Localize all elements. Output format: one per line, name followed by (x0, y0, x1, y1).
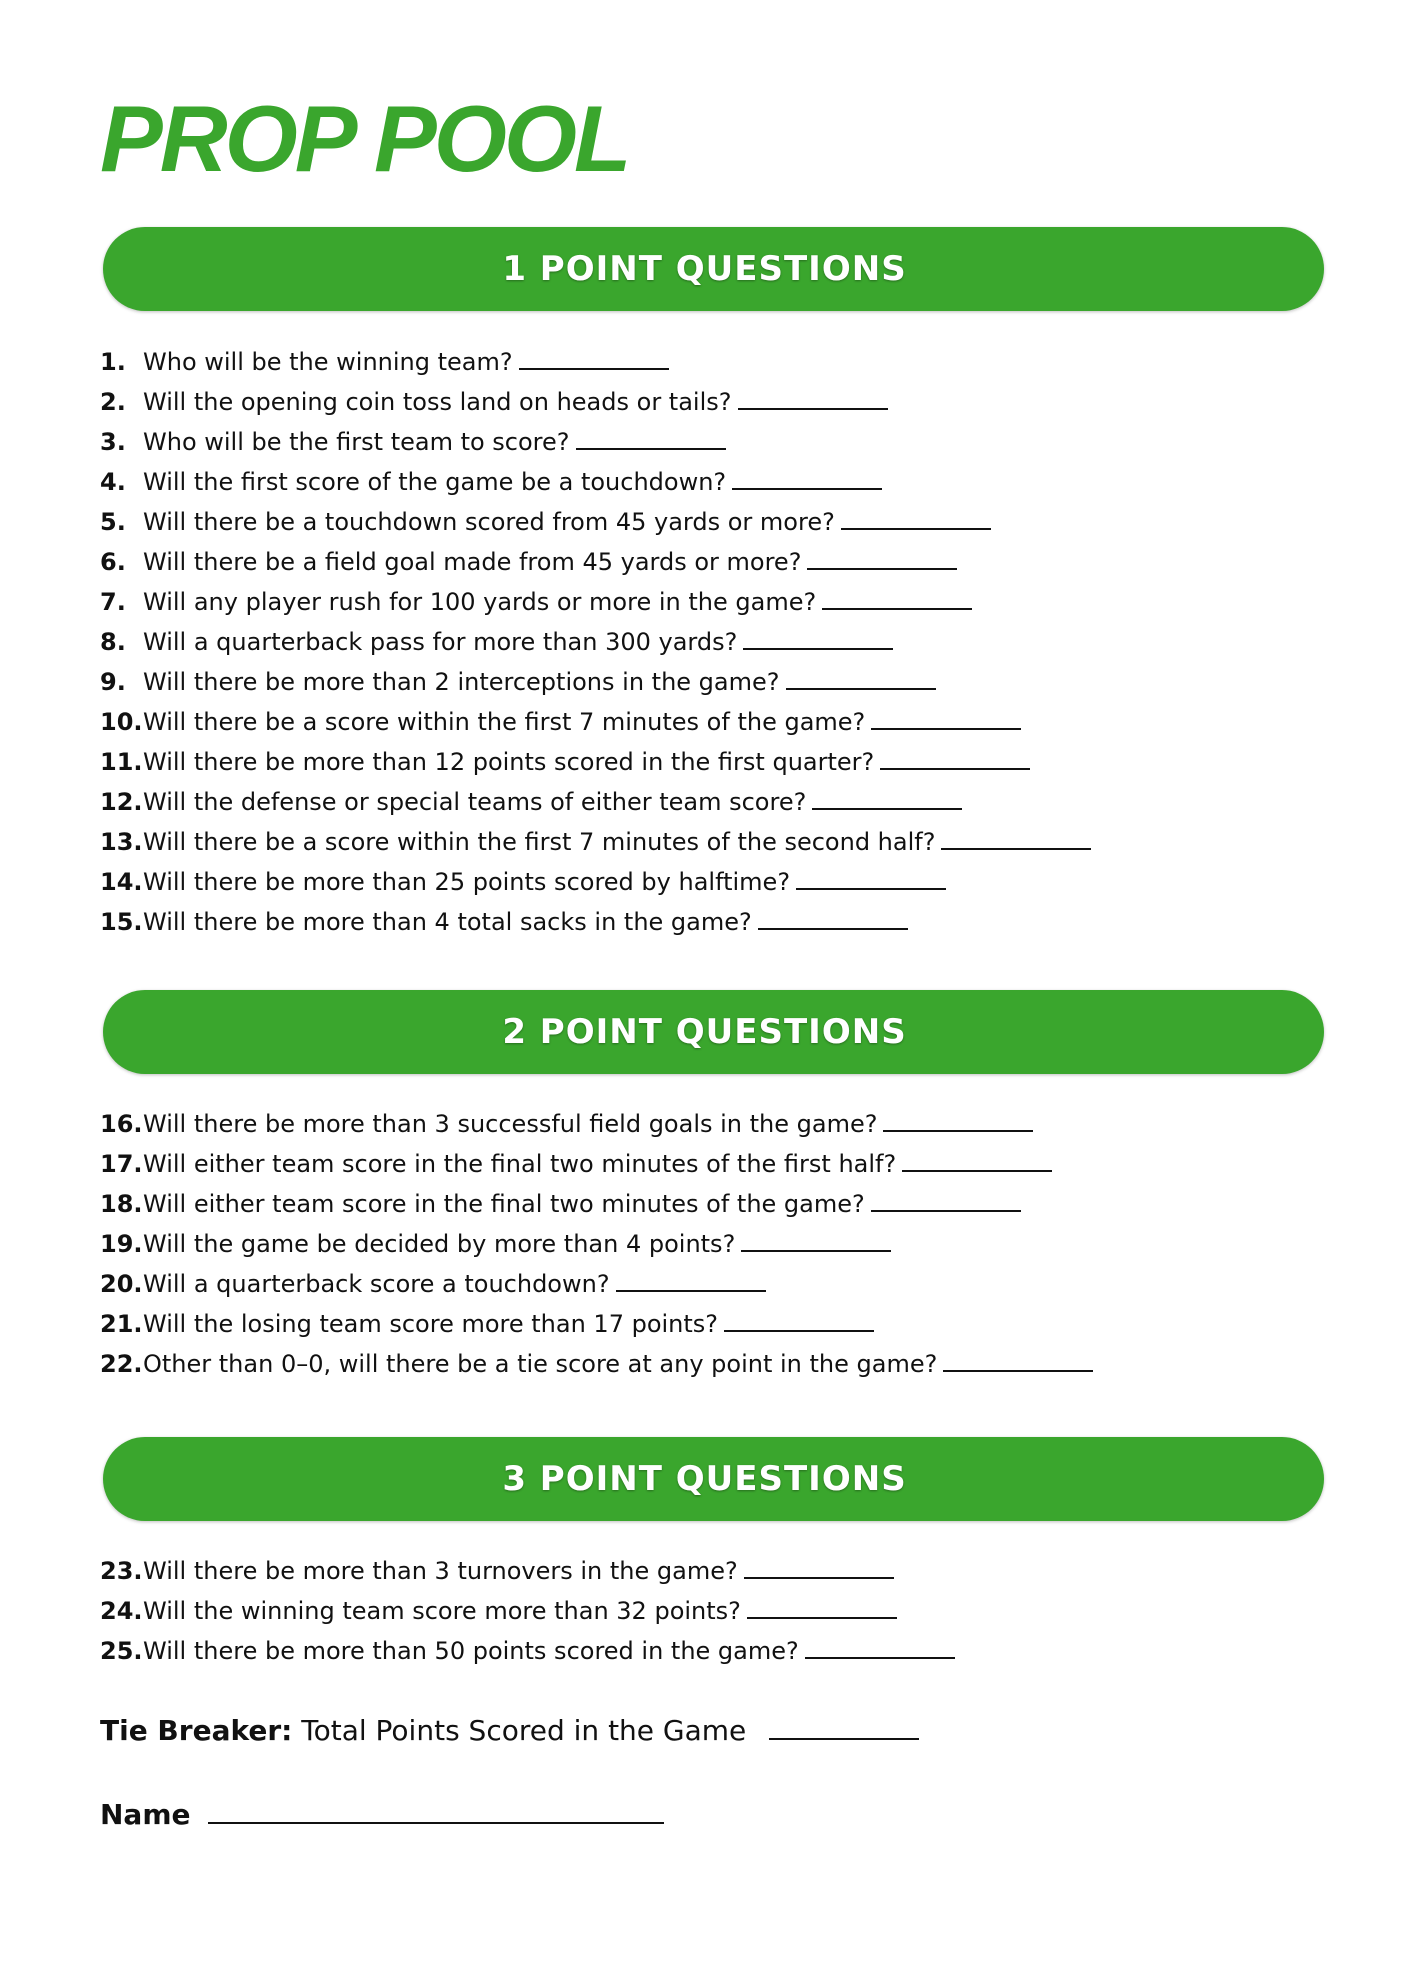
question-item (100, 1104, 1093, 1144)
question-text: Will the opening coin toss land on heads or tails? (143, 388, 732, 416)
question-item (100, 1184, 1093, 1224)
question-item (100, 462, 1091, 502)
question-item (100, 782, 1091, 822)
question-item (100, 1304, 1093, 1344)
question-text: Other than 0–0, will there be a tie score at any point in the game? (143, 1350, 938, 1378)
question-number: 18. (100, 1190, 143, 1218)
question-item (100, 1551, 955, 1591)
question-number: 6. (100, 548, 126, 576)
question-number: 16. (100, 1110, 143, 1138)
question-text: Will there be a score within the first 7 minutes of the second half? (143, 828, 936, 856)
question-item (100, 1224, 1093, 1264)
question-number: 8. (100, 628, 126, 656)
name-field[interactable] (208, 1796, 664, 1824)
answer-blank[interactable] (822, 586, 972, 610)
question-text: Who will be the first team to score? (143, 428, 570, 456)
question-text: Will there be more than 3 turnovers in the game? (143, 1557, 738, 1585)
question-item (100, 822, 1091, 862)
answer-blank[interactable] (943, 1348, 1093, 1372)
question-text: Will there be a touchdown scored from 45 yards or more? (143, 508, 835, 536)
question-number: 7. (100, 588, 126, 616)
answer-blank[interactable] (902, 1148, 1052, 1172)
question-text: Will there be a score within the first 7 minutes of the game? (143, 708, 866, 736)
answer-blank[interactable] (519, 346, 669, 370)
answer-blank[interactable] (880, 746, 1030, 770)
question-item (100, 382, 1091, 422)
question-text: Will the winning team score more than 32 points? (143, 1597, 741, 1625)
question-number: 23. (100, 1557, 143, 1585)
question-number: 12. (100, 788, 143, 816)
section-banner-1-point (103, 227, 1324, 311)
question-item (100, 1631, 955, 1671)
question-item (100, 702, 1091, 742)
question-item (100, 862, 1091, 902)
question-item (100, 742, 1091, 782)
answer-blank[interactable] (871, 706, 1021, 730)
question-number: 2. (100, 388, 126, 416)
question-text: Will the defense or special teams of either team score? (143, 788, 807, 816)
page-title: PROP POOL (100, 86, 629, 191)
question-number: 21. (100, 1310, 143, 1338)
question-text: Will a quarterback pass for more than 300 yards? (143, 628, 738, 656)
tie-breaker (100, 1712, 919, 1747)
answer-blank[interactable] (744, 1555, 894, 1579)
question-list-3-point (100, 1551, 955, 1671)
question-item (100, 542, 1091, 582)
question-number: 20. (100, 1270, 143, 1298)
name-row (100, 1796, 664, 1831)
question-number: 9. (100, 668, 126, 696)
answer-blank[interactable] (732, 466, 882, 490)
question-text: Will any player rush for 100 yards or more in the game? (143, 588, 817, 616)
question-number: 4. (100, 468, 126, 496)
answer-blank[interactable] (747, 1595, 897, 1619)
question-number: 11. (100, 748, 143, 776)
question-text: Will a quarterback score a touchdown? (143, 1270, 610, 1298)
question-item (100, 1144, 1093, 1184)
question-text: Will there be more than 4 total sacks in the game? (143, 908, 752, 936)
answer-blank[interactable] (738, 386, 888, 410)
question-item (100, 502, 1091, 542)
question-text: Will the losing team score more than 17 points? (143, 1310, 719, 1338)
answer-blank[interactable] (807, 546, 957, 570)
name-label: Name (100, 1798, 191, 1831)
question-number: 15. (100, 908, 143, 936)
tie-breaker-label: Tie Breaker: (100, 1714, 293, 1747)
section-heading: 3 POINT QUESTIONS (502, 1459, 907, 1499)
answer-blank[interactable] (812, 786, 962, 810)
question-list-1-point (100, 342, 1091, 942)
answer-blank[interactable] (758, 906, 908, 930)
answer-blank[interactable] (805, 1635, 955, 1659)
tie-breaker-text: Total Points Scored in the Game (301, 1714, 747, 1747)
question-item (100, 622, 1091, 662)
answer-blank[interactable] (841, 506, 991, 530)
question-item (100, 422, 1091, 462)
question-number: 24. (100, 1597, 143, 1625)
question-text: Will the game be decided by more than 4 points? (143, 1230, 736, 1258)
question-number: 1. (100, 348, 126, 376)
answer-blank[interactable] (883, 1108, 1033, 1132)
answer-blank[interactable] (741, 1228, 891, 1252)
question-number: 19. (100, 1230, 143, 1258)
answer-blank[interactable] (796, 866, 946, 890)
question-number: 5. (100, 508, 126, 536)
question-text: Will there be more than 25 points scored by halftime? (143, 868, 791, 896)
question-number: 22. (100, 1350, 143, 1378)
question-text: Will either team score in the final two minutes of the game? (143, 1190, 865, 1218)
question-number: 14. (100, 868, 143, 896)
question-text: Who will be the winning team? (143, 348, 513, 376)
question-text: Will the first score of the game be a touchdown? (143, 468, 727, 496)
question-item (100, 342, 1091, 382)
question-item (100, 582, 1091, 622)
section-heading: 1 POINT QUESTIONS (502, 249, 907, 289)
answer-blank[interactable] (941, 826, 1091, 850)
answer-blank[interactable] (724, 1308, 874, 1332)
question-number: 10. (100, 708, 143, 736)
question-text: Will there be more than 3 successful field goals in the game? (143, 1110, 878, 1138)
section-banner-3-point (103, 1437, 1324, 1521)
question-number: 3. (100, 428, 126, 456)
question-item (100, 1264, 1093, 1304)
section-heading: 2 POINT QUESTIONS (502, 1012, 907, 1052)
answer-blank[interactable] (743, 626, 893, 650)
question-number: 17. (100, 1150, 143, 1178)
question-number: 25. (100, 1637, 143, 1665)
question-text: Will there be a field goal made from 45 yards or more? (143, 548, 802, 576)
question-item (100, 902, 1091, 942)
section-banner-2-point (103, 990, 1324, 1074)
question-item (100, 1591, 955, 1631)
question-text: Will there be more than 50 points scored in the game? (143, 1637, 799, 1665)
question-number: 13. (100, 828, 143, 856)
question-text: Will either team score in the final two minutes of the first half? (143, 1150, 897, 1178)
question-item (100, 662, 1091, 702)
question-text: Will there be more than 12 points scored in the first quarter? (143, 748, 875, 776)
question-list-2-point (100, 1104, 1093, 1384)
answer-blank[interactable] (786, 666, 936, 690)
answer-blank[interactable] (871, 1188, 1021, 1212)
answer-blank[interactable] (576, 426, 726, 450)
question-text: Will there be more than 2 interceptions in the game? (143, 668, 780, 696)
answer-blank[interactable] (616, 1268, 766, 1292)
tie-breaker-answer-field[interactable] (769, 1712, 919, 1740)
question-item (100, 1344, 1093, 1384)
